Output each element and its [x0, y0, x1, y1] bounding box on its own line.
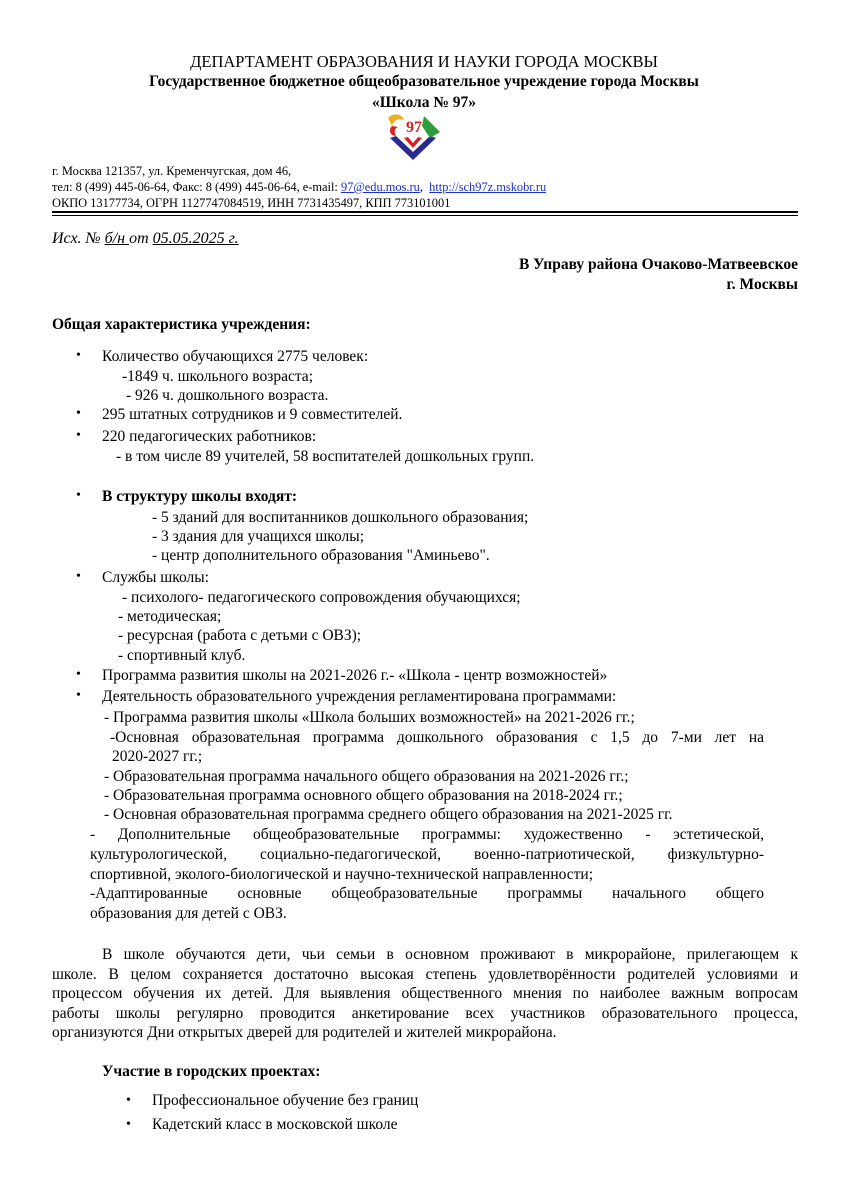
- paragraph-line: организуются Дни открытых дверей для родителей и жителей микрорайона.: [52, 1024, 557, 1041]
- email-link[interactable]: 97@edu.mos.ru: [340, 180, 420, 194]
- recipient-line-1: В Управу района Очаково-Матвеевское: [518, 256, 798, 273]
- program-line: - Основная образовательная программа среднего общего образования на 2021-2025 гг.: [104, 806, 673, 823]
- outgoing-date: 05.05.2025 г.: [152, 230, 239, 247]
- paragraph-line: работы школы регулярно проводится анкетирование всех участников образовательного процесса,: [52, 1005, 798, 1022]
- paragraph-line: В школе обучаются дети, чьи семьи в основном проживают в микрорайоне, прилегающем к: [102, 946, 798, 963]
- list-subitem: -1849 ч. школьного возраста;: [122, 368, 313, 385]
- list-item-students: Количество обучающихся 2775 человек:: [102, 348, 369, 365]
- section-title: Общая характеристика учреждения:: [52, 316, 311, 333]
- bullet-icon: •: [76, 406, 81, 421]
- department-name: ДЕПАРТАМЕНТ ОБРАЗОВАНИЯ И НАУКИ ГОРОДА МОСКВЫ: [190, 52, 658, 71]
- address-line: г. Москва 121357, ул. Кременчугская, дом 46,: [52, 164, 292, 178]
- outgoing-mid: от: [129, 230, 153, 247]
- list-item-teachers: 220 педагогических работников:: [102, 428, 317, 445]
- contacts-prefix: тел: 8 (499) 445-06-64, Факс: 8 (499) 445-06-64, e-mail:: [52, 180, 341, 194]
- list-subitem: - ресурсная (работа с детьми с ОВЗ);: [118, 627, 362, 644]
- header-rule-thick: [52, 211, 798, 213]
- project-item: Профессиональное обучение без границ: [152, 1092, 419, 1109]
- paragraph-line: процессом обучения их детей. Для выявления общественного мнения по наиболее важным вопросам: [52, 985, 798, 1002]
- list-subitem: - спортивный клуб.: [118, 647, 246, 664]
- program-line: - Образовательная программа основного общего образования на 2018-2024 гг.;: [104, 787, 623, 804]
- bullet-icon: •: [126, 1117, 131, 1132]
- bullet-icon: •: [76, 688, 81, 703]
- list-item-structure: В структуру школы входят:: [102, 488, 298, 505]
- list-subitem: - психолого- педагогического сопровождения обучающихся;: [122, 589, 521, 606]
- bullet-icon: •: [76, 569, 81, 584]
- projects-title: Участие в городских проектах:: [102, 1063, 321, 1080]
- school-logo: [380, 112, 446, 164]
- project-item: Кадетский класс в московской школе: [152, 1116, 398, 1133]
- list-subitem: - 3 здания для учащихся школы;: [152, 528, 365, 545]
- website-link[interactable]: http://sch97z.mskobr.ru: [429, 180, 547, 194]
- bullet-icon: •: [76, 428, 81, 443]
- program-line: образования для детей с ОВЗ.: [90, 905, 287, 922]
- list-subitem: - 926 ч. дошкольного возраста.: [126, 387, 329, 404]
- svg-text:97: 97: [406, 119, 422, 136]
- bullet-icon: •: [76, 348, 81, 363]
- outgoing-prefix: Исх. №: [52, 230, 105, 247]
- program-line: спортивной, эколого-биологической и научно-технической направленности;: [90, 866, 594, 883]
- program-line: -Адаптированные основные общеобразовательные программы начального общего: [90, 885, 764, 902]
- program-line: -Основная образовательная программа дошкольного образования с 1,5 до 7-ми лет на: [110, 729, 764, 746]
- program-line: - Образовательная программа начального общего образования на 2021-2026 гг.;: [104, 768, 629, 785]
- institution-name: Государственное бюджетное общеобразовательное учреждение города Москвы: [149, 73, 699, 90]
- program-line: - Дополнительные общеобразовательные программы: художественно - эстетической,: [90, 826, 764, 843]
- list-subitem: - методическая;: [118, 608, 222, 625]
- contacts-line: [52, 180, 546, 195]
- list-subitem: - центр дополнительного образования "Аминьево".: [152, 547, 490, 564]
- program-line: 2020-2027 гг.;: [112, 748, 203, 765]
- outgoing-number-value: б/н: [104, 230, 130, 247]
- program-line: - Программа развития школы «Школа больших возможностей» на 2021-2026 гг.;: [104, 709, 635, 726]
- list-item-services: Службы школы:: [102, 569, 209, 586]
- paragraph-line: школе. В целом сохраняется достаточно высокая степень удовлетворённости родителей условиями и: [52, 966, 798, 983]
- school-name: «Школа № 97»: [371, 94, 477, 111]
- contacts-separator: ,: [419, 180, 430, 194]
- list-item-activity: Деятельность образовательного учреждения регламентирована программами:: [102, 688, 617, 705]
- list-subitem: - 5 зданий для воспитанников дошкольного образования;: [152, 509, 529, 526]
- header-rule-thin: [52, 215, 798, 216]
- list-item-staff: 295 штатных сотрудников и 9 совместителей.: [102, 406, 403, 423]
- program-line: культурологической, социально-педагогической, военно-патриотической, физкультурно-: [90, 846, 764, 863]
- bullet-icon: •: [126, 1093, 131, 1108]
- outgoing-number: [52, 230, 239, 248]
- registry-line: ОКПО 13177734, ОГРН 1127747084519, ИНН 7731435497, КПП 773101001: [52, 196, 451, 210]
- bullet-icon: •: [76, 667, 81, 682]
- recipient-line-2: г. Москвы: [726, 276, 798, 293]
- bullet-icon: •: [76, 488, 81, 503]
- list-item-program: Программа развития школы на 2021-2026 г.- «Школа - центр возможностей»: [102, 667, 608, 684]
- list-subitem: - в том числе 89 учителей, 58 воспитателей дошкольных групп.: [116, 448, 535, 465]
